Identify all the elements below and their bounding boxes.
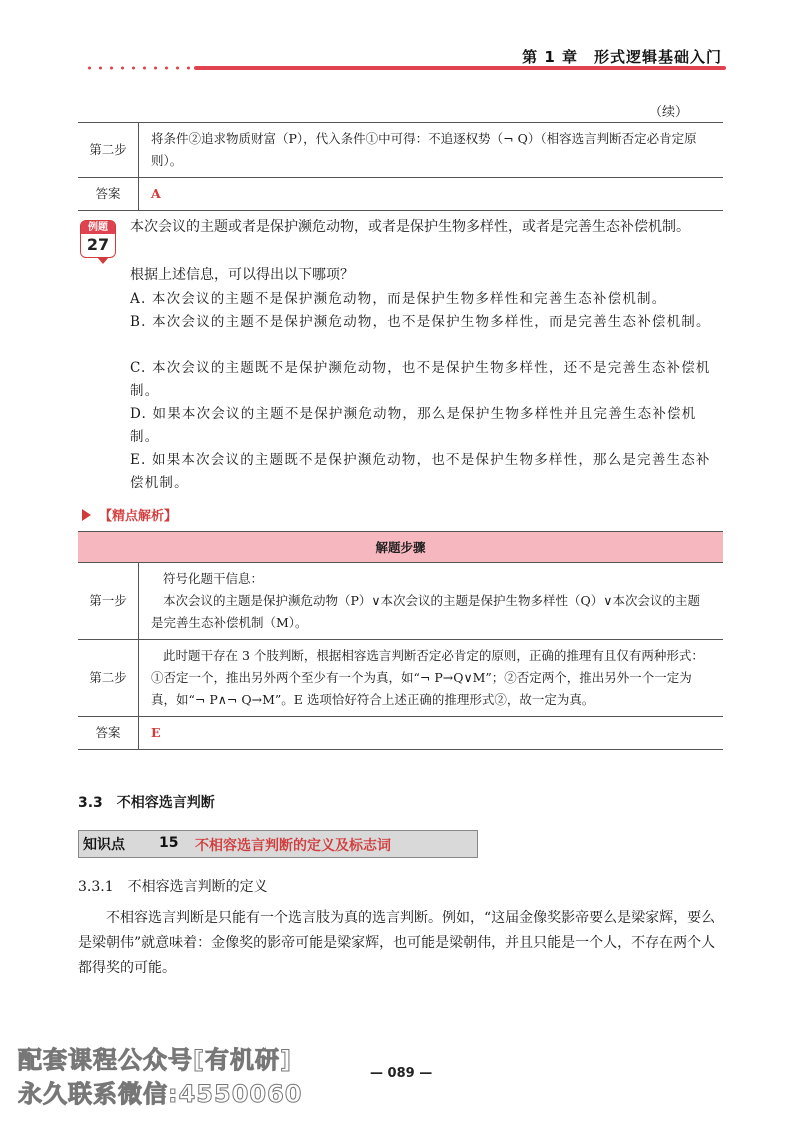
knowledge-point-number: 15 [159, 835, 179, 851]
step1-line2: 本次会议的主题是保护濒危动物（P）∨本次会议的主题是保护生物多样性（Q）∨本次会议的主题是完善生态补偿机制（M）。 [151, 593, 700, 630]
table-row [78, 178, 723, 211]
option-b: B. 本次会议的主题不是保护濒危动物，也不是保护生物多样性，而是完善生态补偿机制。 [130, 314, 711, 330]
example-number: 27 [86, 235, 110, 254]
solution-table [78, 531, 723, 750]
step-content [139, 563, 724, 640]
solution-table-continued [78, 122, 723, 211]
question-stem: 本次会议的主题或者是保护濒危动物，或者是保护生物多样性，或者是完善生态补偿机制。 [130, 219, 690, 235]
table-header-row [78, 532, 723, 563]
analysis-heading [82, 505, 177, 524]
knowledge-point-tag: 知识点 [83, 837, 125, 853]
subsection-title: 3.3.1 不相容选言判断的定义 [78, 879, 268, 895]
analysis-title: 【精点解析】 [99, 509, 178, 524]
step-label: 第一步 [78, 563, 139, 640]
triangle-bullet-icon [82, 509, 91, 521]
knowledge-point-box [78, 830, 478, 858]
table-header: 解题步骤 [78, 532, 723, 563]
page-number: — 089 — [370, 1066, 433, 1081]
continued-label: （续） [648, 105, 688, 120]
step-label: 第二步 [78, 640, 139, 717]
step-label: 第二步 [78, 123, 139, 178]
example-badge-label: 例题 [81, 221, 115, 234]
answer-label: 答案 [78, 717, 139, 750]
table-row [78, 640, 723, 717]
answer-value: E [139, 717, 724, 750]
step-content: 将条件②追求物质财富（P），代入条件①中可得：不追逐权势（¬ Q）（相容选言判断否定必肯定原则）。 [139, 123, 724, 178]
knowledge-point-title: 不相容选言判断的定义及标志词 [195, 838, 391, 854]
option-d: D. 如果本次会议的主题不是保护濒危动物，那么是保护生物多样性并且完善生态补偿机制。 [130, 406, 697, 445]
watermark-line-1: 配套课程公众号[有机研] [18, 1046, 292, 1074]
step-content: 此时题干存在 3 个肢判断，根据相容选言判断否定必肯定的原则，正确的推理有且仅有两种形式：①否定一个，推出另外两个至少有一个为真，如“¬ P→Q∨M”；②否定两个，推出另外一个一定为真，如“¬ P∧¬ Q→M”。E 选项恰好符合上述正确的推理形式②，故一定为真。 [139, 640, 724, 717]
watermark-line-2: 永久联系微信:4550060 [18, 1080, 303, 1108]
section-title: 3.3 不相容选言判断 [78, 795, 215, 811]
table-row [78, 717, 723, 750]
table-row [78, 563, 723, 640]
option-e: E. 如果本次会议的主题既不是保护濒危动物，也不是保护生物多样性，那么是完善生态补偿机制。 [130, 452, 711, 491]
question-prompt: 根据上述信息，可以得出以下哪项？ [130, 267, 354, 283]
example-badge [80, 220, 116, 258]
table-row [78, 123, 723, 178]
header-red-rule [194, 66, 726, 70]
option-c: C. 本次会议的主题既不是保护濒危动物，也不是保护生物多样性，还不是完善生态补偿机制。 [130, 360, 711, 399]
chapter-title: 第 1 章 形式逻辑基础入门 [522, 48, 722, 66]
body-paragraph: 不相容选言判断是只能有一个选言肢为真的选言判断。例如，“这届金像奖影帝要么是梁家辉，要么是梁朝伟”就意味着：金像奖的影帝可能是梁家辉，也可能是梁朝伟，并且只能是一个人，不存在两个人都得奖的可能。 [78, 910, 716, 976]
step1-line1: 符号化题干信息： [163, 571, 264, 586]
answer-label: 答案 [78, 178, 139, 211]
option-a: A. 本次会议的主题不是保护濒危动物，而是保护生物多样性和完善生态补偿机制。 [130, 291, 667, 307]
answer-value: A [139, 178, 724, 211]
header-dotted-rule [84, 66, 194, 70]
